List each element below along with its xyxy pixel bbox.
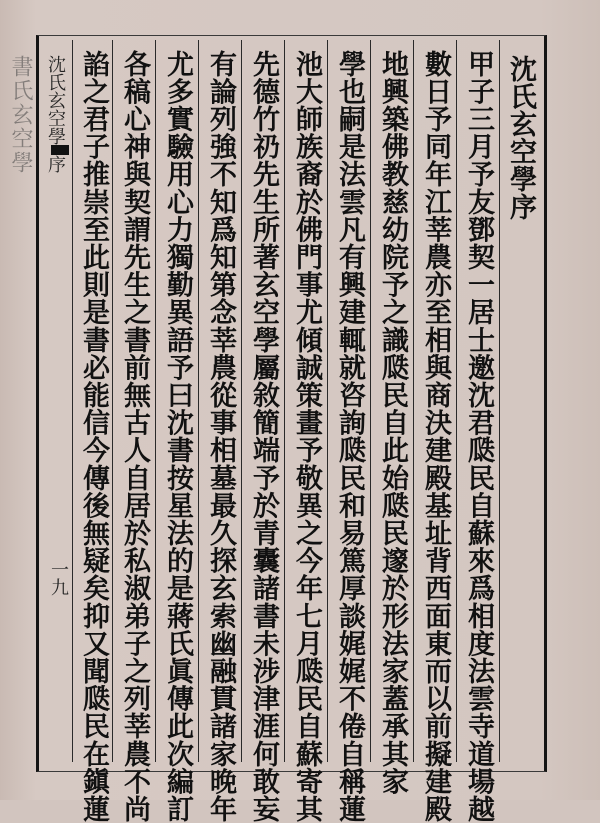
margin-title-text: 沈氏玄空學 xyxy=(45,55,66,145)
margin-section-text: 序 xyxy=(45,155,66,173)
text-column-10: 諂之君子推崇至此則是書必能信今傳後無疑矣抑又聞瓞民在鎭蓮 xyxy=(78,50,109,823)
page-number: 一九 xyxy=(48,560,69,596)
column-rule xyxy=(413,40,414,762)
facing-page-fragment: 書氏玄空學 xyxy=(8,55,33,175)
column-rule xyxy=(198,40,199,762)
column-rule xyxy=(284,40,285,762)
margin-book-title xyxy=(47,55,69,173)
page-title: 沈氏玄空學序 xyxy=(505,55,536,221)
margin-fill-block xyxy=(51,145,69,155)
text-column-7: 有論列強不知爲知第念莘農從事相墓最久探玄索幽融貫諸家晚年 xyxy=(205,50,236,823)
text-column-3: 地興築佛教慈幼院予之識瓞民自此始瓞民邃於形法家蓋承其家 xyxy=(377,50,408,796)
text-column-9: 各稿心神與契謂先生之書前無古人自居於私淑弟子之列莘農不尚 xyxy=(119,50,150,823)
column-rule xyxy=(72,40,73,762)
text-column-8: 尤多實驗用心力獨勤異語予曰沈書按星法的是蔣氏眞傳此次編訂 xyxy=(162,50,193,823)
column-rule xyxy=(241,40,242,762)
column-rule xyxy=(327,40,328,762)
column-rule xyxy=(370,40,371,762)
column-rule xyxy=(456,40,457,762)
text-column-5: 池大師族裔於佛門事尤傾誠策畫予敬異之今年七月瓞民自蘇寄其 xyxy=(291,50,322,823)
text-column-6: 先德竹礽先生所著玄空學屬敘簡端予於青囊諸書未涉津涯何敢妄 xyxy=(248,50,279,823)
column-rule xyxy=(499,40,500,762)
column-rule xyxy=(155,40,156,762)
column-rule xyxy=(112,40,113,762)
text-column-4: 學也嗣是法雲凡有興建輒就咨詢瓞民和易篤厚談娓娓不倦自稱蓮 xyxy=(334,50,365,823)
text-column-1: 甲子三月予友鄧契一居士邀沈君瓞民自蘇來爲相度法雲寺道場越 xyxy=(463,50,494,823)
text-column-2: 數日予同年江莘農亦至相與商決建殿基址背西面東而以前擬建殿 xyxy=(420,50,451,823)
